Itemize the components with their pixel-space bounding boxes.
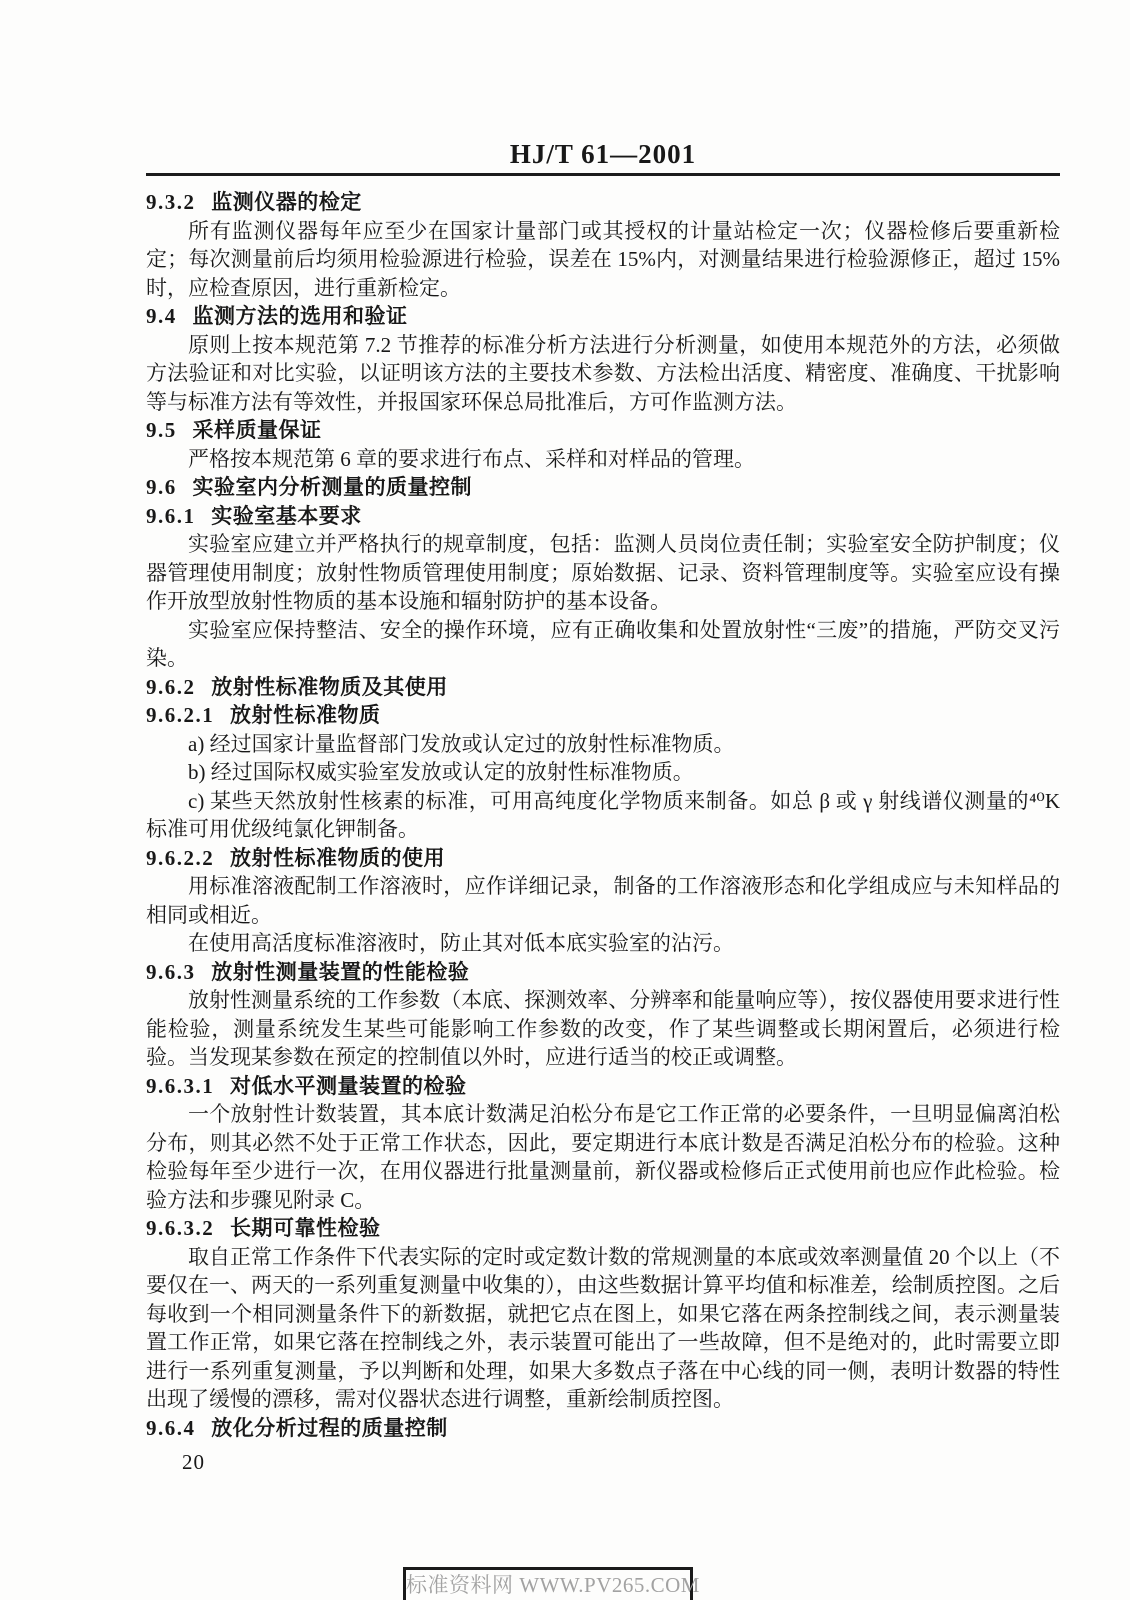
paragraph: 实验室应建立并严格执行的规章制度，包括：监测人员岗位责任制；实验室安全防护制度；仪器管理使用制度；放射性物质管理使用制度；原始数据、记录、资料管理制度等。实验室应设有操作开放型放射性物质的基本设施和辐射防护的基本设备。 <box>146 532 1060 613</box>
section-heading <box>146 473 1060 502</box>
paragraph: b) 经过国际权威实验室发放或认定的放射性标准物质。 <box>188 760 694 784</box>
section-number: 9.5 <box>146 418 177 442</box>
paragraph: 取自正常工作条件下代表实际的定时或定数计数的常规测量的本底或效率测量值 20 个以上（不要仅在一、两天的一系列重复测量中收集的），由这些数据计算平均值和标准差，绘制质控图。之后每收到一个相同测量条件下的新数据，就把它点在图上，如果它落在两条控制线之间，表示测量装置工作正常，如果它落在控制线之外，表示装置可能出了一些故障，但不是绝对的，此时需要立即进行一系列重复测量，予以判断和处理，如果大多数点子落在中心线的同一侧，表明计数器的特性出现了缓慢的漂移，需对仪器状态进行调整，重新绘制质控图。 <box>146 1244 1060 1411</box>
paragraph: 所有监测仪器每年应至少在国家计量部门或其授权的计量站检定一次；仪器检修后要重新检定；每次测量前后均须用检验源进行检验，误差在 15%内，对测量结果进行检验源修正，超过 15%时，应检查原因，进行重新检定。 <box>146 218 1060 300</box>
paragraph: 放射性测量系统的工作参数（本底、探测效率、分辨率和能量响应等），按仪器使用要求进行性能检验，测量系统发生某些可能影响工作参数的改变，作了某些调整或长期闲置后，必须进行检验。当发现某参数在预定的控制值以外时，应进行适当的校正或调整。 <box>146 988 1060 1069</box>
section-heading <box>146 302 1060 331</box>
paragraph: 原则上按本规范第 7.2 节推荐的标准分析方法进行分析测量，如使用本规范外的方法，必须做方法验证和对比实验，以证明该方法的主要技术参数、方法检出活度、精密度、准确度、干扰影响等与标准方法有等效性，并报国家环保总局批准后，方可作监测方法。 <box>146 332 1060 414</box>
section-title: 放射性标准物质及其使用 <box>211 674 448 699</box>
paragraph: 在使用高活度标准溶液时，防止其对低本底实验室的沾污。 <box>188 931 734 955</box>
watermark-box <box>403 1567 700 1600</box>
section-title: 实验室基本要求 <box>211 503 362 528</box>
section-heading <box>146 502 1060 531</box>
section-title: 监测方法的选用和验证 <box>192 304 408 328</box>
paragraph: a) 经过国家计量监督部门发放或认定过的放射性标准物质。 <box>188 731 735 756</box>
paragraph: c) 某些天然放射性核素的标准，可用高纯度化学物质来制备。如总 β 或 γ 射线谱仪测量的⁴⁰K 标准可用优级纯氯化钾制备。 <box>146 788 1060 841</box>
paragraph: 实验室应保持整洁、安全的操作环境，应有正确收集和处置放射性“三废”的措施，严防交叉污染。 <box>146 617 1060 670</box>
section-number: 9.6.2.1 <box>146 703 215 727</box>
paragraph: 用标准溶液配制工作溶液时，应作详细记录，制备的工作溶液形态和化学组成应与未知样品的相同或相近。 <box>146 874 1060 927</box>
section-number: 9.6.2.2 <box>146 845 215 870</box>
section-heading <box>146 844 1060 873</box>
page-number: 20 <box>182 1450 205 1474</box>
section-heading <box>146 701 1060 730</box>
section-number: 9.6.3 <box>146 959 196 984</box>
section-number: 9.6.1 <box>146 503 196 528</box>
watermark-text: 标准资料网 WWW.PV265.COM <box>406 1573 700 1597</box>
section-heading <box>146 416 1060 445</box>
section-title: 实验室内分析测量的质量控制 <box>192 475 472 499</box>
page-header <box>146 139 1060 176</box>
section-heading <box>146 1214 1060 1243</box>
section-number: 9.3.2 <box>146 190 196 214</box>
section-title: 放化分析过程的质量控制 <box>211 1415 448 1440</box>
section-heading <box>146 1414 1060 1443</box>
section-heading <box>146 1072 1060 1101</box>
section-number: 9.4 <box>146 304 177 328</box>
section-title: 监测仪器的检定 <box>211 190 362 214</box>
section-heading <box>146 673 1060 702</box>
section-title: 采样质量保证 <box>192 418 322 442</box>
section-number: 9.6.3.2 <box>146 1216 215 1240</box>
document-body <box>146 188 1060 1442</box>
section-number: 9.6.2 <box>146 674 196 699</box>
section-title: 对低水平测量装置的检验 <box>230 1073 467 1098</box>
section-number: 9.6.3.1 <box>146 1073 215 1098</box>
section-number: 9.6 <box>146 475 177 499</box>
section-title: 放射性标准物质 <box>230 703 381 727</box>
paragraph: 一个放射性计数装置，其本底计数满足泊松分布是它工作正常的必要条件，一旦明显偏离泊松分布，则其必然不处于正常工作状态，因此，要定期进行本底计数是否满足泊松分布的检验。这种检验每年至少进行一次，在用仪器进行批量测量前，新仪器或检修后正式使用前也应作此检验。检验方法和步骤见附录 C。 <box>146 1102 1060 1212</box>
section-title: 放射性测量装置的性能检验 <box>211 959 470 984</box>
section-title: 长期可靠性检验 <box>230 1216 381 1240</box>
paragraph: 严格按本规范第 6 章的要求进行布点、采样和对样品的管理。 <box>188 446 755 471</box>
section-title: 放射性标准物质的使用 <box>230 845 445 870</box>
section-heading <box>146 188 1060 217</box>
section-number: 9.6.4 <box>146 1415 196 1440</box>
standard-number: HJ/T 61—2001 <box>509 139 697 169</box>
section-heading <box>146 958 1060 987</box>
